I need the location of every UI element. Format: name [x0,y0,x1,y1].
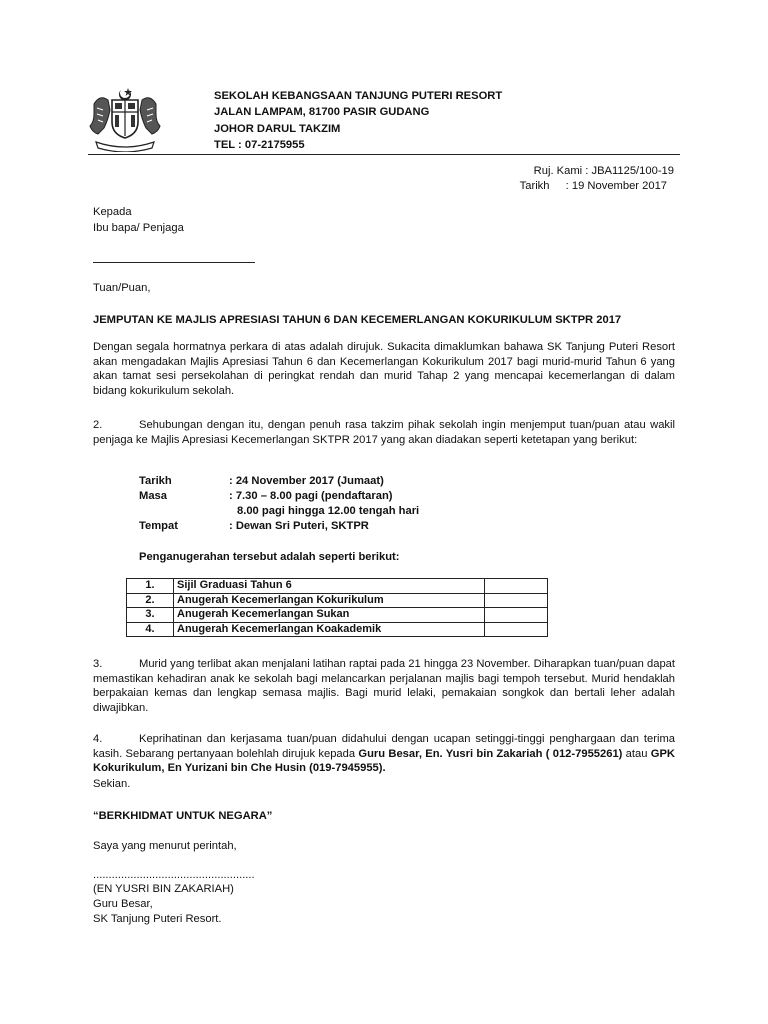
closing-word: Sekian. [93,778,131,790]
motto: “BERKHIDMAT UNTUK NEGARA” [93,810,273,822]
event-time-row-2: 8.00 pagi hingga 12.00 tengah hari [237,505,420,517]
letterhead [214,88,502,154]
recipient-label: Kepada [93,206,132,218]
reference-block [520,164,674,193]
signoff-line: Saya yang menurut perintah, [93,840,237,852]
letter-title: JEMPUTAN KE MAJLIS APRESIASI TAHUN 6 DAN KECEMERLANGAN KOKURIKULUM SKTPR 2017 [93,314,622,326]
paragraph-2 [93,418,675,447]
letter-date: Tarikh : 19 November 2017 [519,179,668,192]
awards-intro: Penganugerahan tersebut adalah seperti berikut: [139,551,400,563]
event-time-row: Masa : 7.30 – 8.00 pagi (pendaftaran) [139,490,393,502]
table-row: 4. Anugerah Kecemerlangan Koakademik [127,622,548,637]
signatory-position: Guru Besar, [93,898,153,910]
salutation: Tuan/Puan, [93,282,151,294]
school-address-line-1: JALAN LAMPAM, 81700 PASIR GUDANG [214,106,430,119]
paragraph-4: Keprihatinan dan kerjasama tuan/puan didahului dengan ucapan setinggi-tinggi penghargaan dan terima kasih. Sebarang pertanyaan bolehlah dirujuk kepada Guru Besar, En. Yusri bin Zakariah ( 012-7955261) atau GPK Kokurikulum, En Yurizani bin Che Husin (019-7945955). [93,733,675,775]
paragraph-4-number: 4. [93,733,103,745]
gpk-contact: GPK Kokurikulum, En Yurizani bin Che Husin (019-7945955). [93,747,675,775]
paragraph-3: Murid yang terlibat akan menjalani latihan raptai pada 21 hingga 23 November. Diharapkan tuan/puan dapat memastikan kehadiran anak ke sekolah bagi melancarkan perjalanan majlis bagi tempoh tersebut. Murid hendaklah berpakaian kemas dan lengkap semasa majlis. Bagi murid lelaki, pemakaian songkok dan bertali leher adalah diwajibkan. [93,658,675,714]
headmaster-contact: Guru Besar, En. Yusri bin Zakariah ( 012-7955261) [358,747,623,760]
paragraph-1: Dengan segala hormatnya perkara di atas adalah dirujuk. Sukacita dimaklumkan bahawa SK Tanjung Puteri Resort akan mengadakan Majlis Apresiasi Tahun 6 dan Kecemerlangan Kokurikulum 2017 bagi murid-murid Tahun 6 yang akan tamat sesi persekolahan di peringkat rendah dan murid Tahap 2 yang mencapai kecemerlangan di dalam bidang kokurikulum sekolah. [93,341,675,397]
event-venue-row: Tempat : Dewan Sri Puteri, SKTPR [139,520,369,532]
school-telephone: TEL : 07-2175955 [214,139,305,152]
recipient-name: Ibu bapa/ Penjaga [93,221,184,234]
signatory-school: SK Tanjung Puteri Resort. [93,913,222,925]
school-address-line-2: JOHOR DARUL TAKZIM [214,122,341,135]
header-divider [88,154,680,155]
school-name: SEKOLAH KEBANGSAAN TANJUNG PUTERI RESORT [214,90,503,102]
paragraph-2-text: Sehubungan dengan itu, dengan penuh rasa takzim pihak sekolah ingin menjemput tuan/puan atau wakil penjaga ke Majlis Apresiasi Kecemerlangan SKTPR 2017 yang akan diadakan seperti ketetapan yang berikut: [93,419,675,446]
signature-dots: .................................................... [93,869,255,881]
table-row: 3. Anugerah Kecemerlangan Sukan [127,608,548,623]
signatory-name: (EN YUSRI BIN ZAKARIAH) [93,883,234,895]
table-row: 1. Sijil Graduasi Tahun 6 [127,579,548,594]
event-date-row: Tarikh : 24 November 2017 (Jumaat) [139,475,384,487]
recipient-block [93,205,184,235]
recipient-blank-line [93,262,255,263]
school-crest-logo [88,86,162,152]
reference-number: Ruj. Kami : JBA1125/100-19 [533,165,674,177]
paragraph-2-number: 2. [93,419,103,431]
table-row: 2. Anugerah Kecemerlangan Kokurikulum [127,593,548,608]
awards-table [126,578,548,637]
paragraph-3-number: 3. [93,658,103,670]
